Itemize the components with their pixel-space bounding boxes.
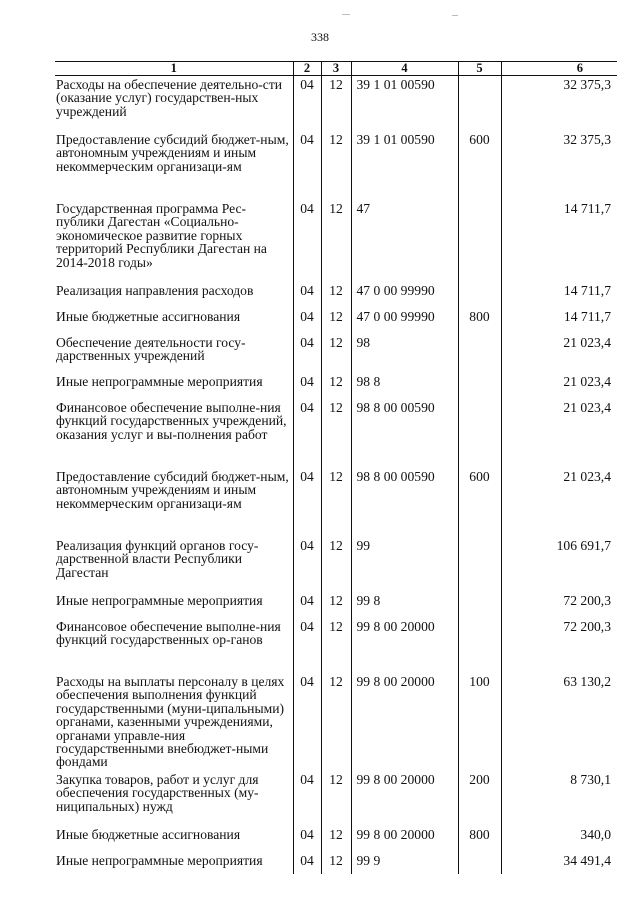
page-number: 338 [311, 30, 329, 44]
row-amount: 14 711,7 [501, 308, 617, 334]
table-row [55, 592, 617, 618]
row-target-article: 39 1 01 00590 [351, 76, 458, 132]
row-subsection-code: 12 [321, 592, 351, 618]
row-name: Расходы на обеспечение деятельно-сти (оказание услуг) государствен-ных учреждений [56, 77, 283, 119]
row-section-code: 04 [293, 468, 321, 537]
row-amount: 8 730,1 [501, 771, 617, 826]
row-target-article: 99 8 00 20000 [351, 618, 458, 673]
row-amount: 72 200,3 [501, 618, 617, 673]
row-target-article: 47 [351, 200, 458, 282]
row-subsection-code: 12 [321, 76, 351, 132]
row-section-code: 04 [293, 308, 321, 334]
row-target-article: 98 8 00 00590 [351, 399, 458, 468]
row-amount: 32 375,3 [501, 131, 617, 200]
row-section-code: 04 [293, 334, 321, 373]
row-expense-type: 200 [458, 771, 501, 826]
row-subsection-code: 12 [321, 282, 351, 308]
row-expense-type [458, 76, 501, 132]
row-target-article: 39 1 01 00590 [351, 131, 458, 200]
row-amount: 21 023,4 [501, 399, 617, 468]
row-expense-type [458, 852, 501, 874]
row-amount: 32 375,3 [501, 76, 617, 132]
table-body [55, 76, 617, 875]
row-name: Иные непрограммные мероприятия [56, 593, 263, 608]
row-target-article: 98 8 [351, 373, 458, 399]
row-name: Реализация функций органов госу-дарственной власти Республики Дагестан [56, 538, 259, 580]
row-section-code: 04 [293, 76, 321, 132]
row-amount: 63 130,2 [501, 673, 617, 771]
row-subsection-code: 12 [321, 468, 351, 537]
row-expense-type [458, 200, 501, 282]
row-subsection-code: 12 [321, 334, 351, 373]
row-subsection-code: 12 [321, 826, 351, 852]
row-section-code: 04 [293, 852, 321, 874]
row-expense-type: 100 [458, 673, 501, 771]
row-amount: 34 491,4 [501, 852, 617, 874]
row-subsection-code: 12 [321, 618, 351, 673]
table-row [55, 399, 617, 468]
table-row [55, 673, 617, 771]
row-amount: 14 711,7 [501, 282, 617, 308]
row-section-code: 04 [293, 373, 321, 399]
row-expense-type: 800 [458, 308, 501, 334]
row-subsection-code: 12 [321, 373, 351, 399]
row-section-code: 04 [293, 282, 321, 308]
row-amount: 21 023,4 [501, 468, 617, 537]
row-subsection-code: 12 [321, 399, 351, 468]
row-name: Государственная программа Рес-публики Дагестан «Социально-экономическое развитие горных территорий Республики Дагестан на 2014-2018 годы» [56, 201, 267, 270]
table-row [55, 131, 617, 200]
row-name: Предоставление субсидий бюджет-ным, автономным учреждениям и иным некоммерческим организаци-ям [56, 132, 289, 174]
row-amount: 21 023,4 [501, 334, 617, 373]
row-section-code: 04 [293, 826, 321, 852]
row-target-article: 47 0 00 99990 [351, 282, 458, 308]
table-row [55, 771, 617, 826]
table-row [55, 373, 617, 399]
row-section-code: 04 [293, 618, 321, 673]
table-row [55, 282, 617, 308]
row-section-code: 04 [293, 771, 321, 826]
header-col-4: 4 [351, 62, 458, 76]
row-name: Финансовое обеспечение выполне-ния функций государственных учреждений, оказания услуг и вы-полнения работ [56, 400, 287, 442]
row-section-code: 04 [293, 131, 321, 200]
row-target-article: 99 9 [351, 852, 458, 874]
row-target-article: 99 8 00 20000 [351, 826, 458, 852]
table-row [55, 308, 617, 334]
row-subsection-code: 12 [321, 131, 351, 200]
row-name: Иные бюджетные ассигнования [56, 827, 241, 842]
table-row [55, 468, 617, 537]
row-name: Предоставление субсидий бюджет-ным, автономным учреждениям и иным некоммерческим организаци-ям [56, 469, 289, 511]
row-expense-type: 600 [458, 131, 501, 200]
row-target-article: 98 8 00 00590 [351, 468, 458, 537]
row-target-article: 99 8 00 20000 [351, 771, 458, 826]
row-amount: 340,0 [501, 826, 617, 852]
header-col-5: 5 [458, 62, 501, 76]
row-amount: 72 200,3 [501, 592, 617, 618]
row-name: Иные непрограммные мероприятия [56, 374, 263, 389]
row-name: Реализация направления расходов [56, 283, 254, 298]
row-section-code: 04 [293, 399, 321, 468]
row-expense-type [458, 373, 501, 399]
table-row [55, 537, 617, 592]
row-subsection-code: 12 [321, 200, 351, 282]
row-subsection-code: 12 [321, 308, 351, 334]
table-row [55, 826, 617, 852]
header-col-6: 6 [501, 62, 617, 76]
row-section-code: 04 [293, 200, 321, 282]
row-target-article: 47 0 00 99990 [351, 308, 458, 334]
row-section-code: 04 [293, 673, 321, 771]
row-target-article: 99 8 00 20000 [351, 673, 458, 771]
row-subsection-code: 12 [321, 537, 351, 592]
row-amount: 21 023,4 [501, 373, 617, 399]
row-name: Расходы на выплаты персоналу в целях обеспечения выполнения функций государственными (муни-ципальными) органами, казенными учреждениями, органами управле-ния государственными внебюджет-ными фондами [56, 674, 285, 770]
row-subsection-code: 12 [321, 771, 351, 826]
row-target-article: 99 [351, 537, 458, 592]
row-name: Обеспечение деятельности госу-дарственных учреждений [56, 335, 246, 364]
row-expense-type [458, 399, 501, 468]
row-subsection-code: 12 [321, 852, 351, 874]
table-row [55, 334, 617, 373]
header-col-3: 3 [321, 62, 351, 76]
header-col-2: 2 [293, 62, 321, 76]
row-expense-type: 600 [458, 468, 501, 537]
table-row [55, 618, 617, 673]
row-name: Закупка товаров, работ и услуг для обеспечения государственных (му-ниципальных) нужд [56, 772, 259, 814]
row-name: Иные непрограммные мероприятия [56, 853, 263, 868]
table-row [55, 76, 617, 132]
row-subsection-code: 12 [321, 673, 351, 771]
row-expense-type [458, 537, 501, 592]
header-row [55, 62, 617, 76]
scan-mark [342, 14, 350, 15]
row-expense-type [458, 334, 501, 373]
header-col-1: 1 [55, 62, 293, 76]
row-section-code: 04 [293, 592, 321, 618]
row-expense-type [458, 618, 501, 673]
table-row [55, 200, 617, 282]
row-expense-type: 800 [458, 826, 501, 852]
row-amount: 14 711,7 [501, 200, 617, 282]
scan-mark [452, 15, 458, 16]
row-expense-type [458, 592, 501, 618]
row-target-article: 99 8 [351, 592, 458, 618]
budget-table [55, 61, 617, 874]
row-name: Иные бюджетные ассигнования [56, 309, 241, 324]
row-expense-type [458, 282, 501, 308]
row-name: Финансовое обеспечение выполне-ния функций государственных ор-ганов [56, 619, 281, 648]
row-amount: 106 691,7 [501, 537, 617, 592]
row-section-code: 04 [293, 537, 321, 592]
row-target-article: 98 [351, 334, 458, 373]
table-row [55, 852, 617, 874]
